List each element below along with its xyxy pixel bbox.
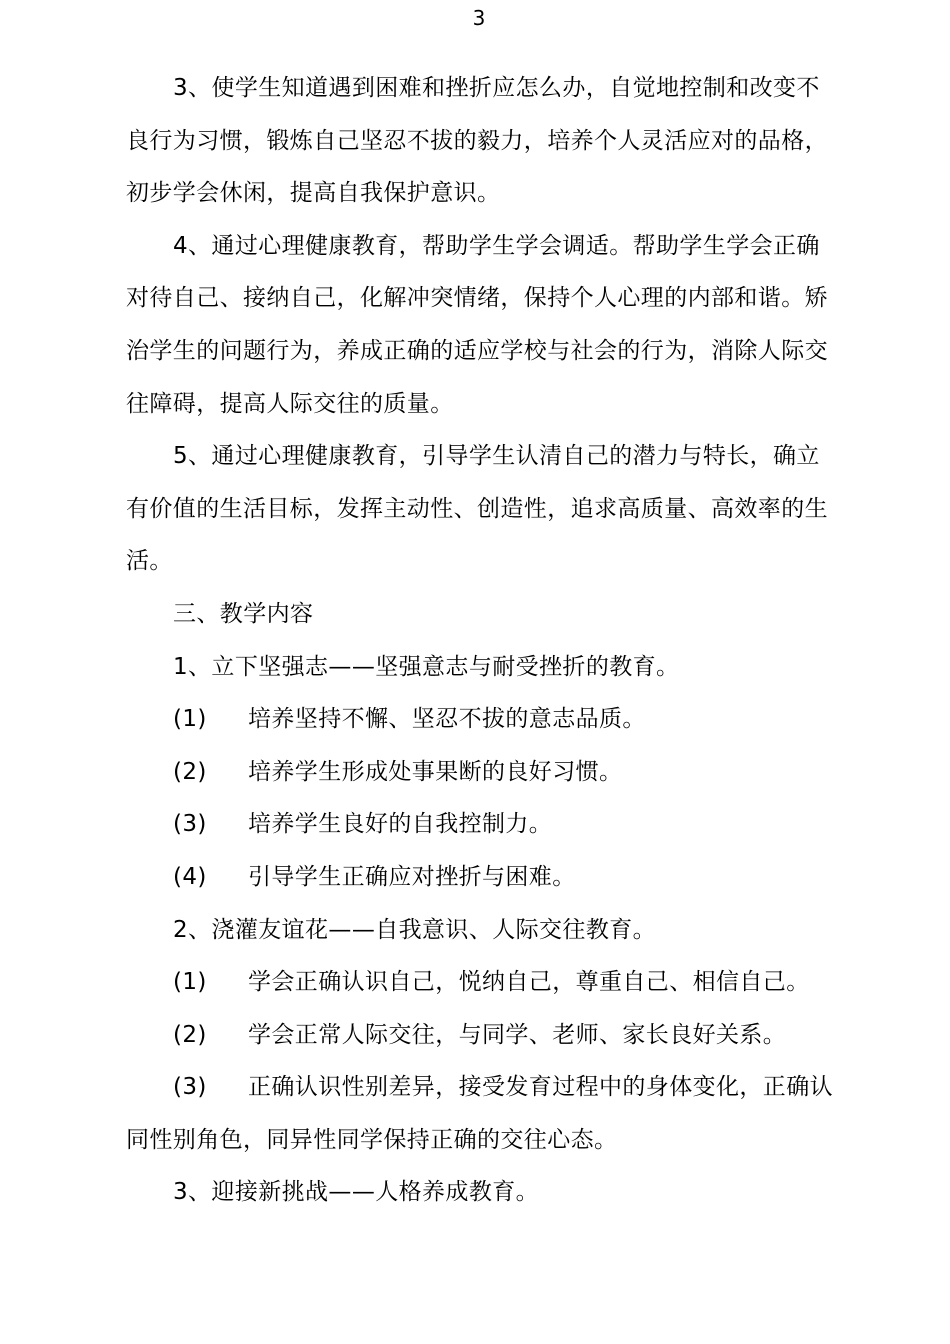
paragraph-line: 4、通过心理健康教育，帮助学生学会调适。帮助学生学会正确 — [173, 232, 820, 259]
sub-list-number: (3) — [173, 1074, 207, 1101]
list-item: 2、浇灌友谊花——自我意识、人际交往教育。 — [173, 916, 657, 943]
sub-list-item — [126, 693, 842, 746]
page-number: 3 — [472, 6, 486, 30]
sub-list-text: 学会正常人际交往，与同学、老师、家长良好关系。 — [248, 1021, 787, 1048]
sub-list-text: 学会正确认识自己，悦纳自己，尊重自己、相信自己。 — [248, 969, 810, 996]
paragraph-line: 初步学会休闲，提高自我保护意识。 — [126, 180, 501, 207]
paragraph-line: 有价值的生活目标，发挥主动性、创造性，追求高质量、高效率的生 — [126, 495, 828, 522]
paragraph-line: 治学生的问题行为，养成正确的适应学校与社会的行为，消除人际交 — [126, 337, 828, 364]
sub-list-number: (4) — [173, 863, 207, 890]
paragraph-line: 5、通过心理健康教育，引导学生认清自己的潜力与特长，确立 — [173, 443, 820, 470]
sub-list-item — [126, 1061, 842, 1114]
section-heading: 三、教学内容 — [173, 600, 314, 627]
paragraph-line: 往障碍，提高人际交往的质量。 — [126, 390, 454, 417]
sub-list-item — [126, 851, 842, 904]
sub-list-number: (2) — [173, 758, 207, 785]
sub-list-item — [126, 746, 842, 799]
paragraph-line: 3、使学生知道遇到困难和挫折应怎么办，自觉地控制和改变不 — [173, 75, 820, 101]
sub-list-text: 培养坚持不懈、坚忍不拔的意志品质。 — [248, 706, 646, 733]
list-item: 1、立下坚强志——坚强意志与耐受挫折的教育。 — [173, 653, 680, 680]
sub-list-text: 正确认识性别差异，接受发育过程中的身体变化，正确认 — [248, 1074, 833, 1101]
paragraph-line: 活。 — [126, 548, 173, 575]
paragraph-line: 同性别角色，同异性同学保持正确的交往心态。 — [126, 1126, 618, 1153]
paragraph-line: 良行为习惯，锻炼自己坚忍不拔的毅力，培养个人灵活应对的品格， — [126, 127, 828, 154]
sub-list-number: (1) — [173, 969, 207, 996]
sub-list-text: 培养学生良好的自我控制力。 — [248, 811, 553, 838]
sub-list-item — [126, 956, 842, 1009]
document-body — [126, 62, 842, 1219]
sub-list-text: 培养学生形成处事果断的良好习惯。 — [248, 758, 623, 785]
sub-list-text: 引导学生正确应对挫折与困难。 — [248, 863, 576, 890]
sub-list-number: (3) — [173, 811, 207, 838]
sub-list-item — [126, 798, 842, 851]
sub-list-number: (1) — [173, 706, 207, 733]
sub-list-item — [126, 1009, 842, 1062]
list-item: 3、迎接新挑战——人格养成教育。 — [173, 1179, 540, 1206]
paragraph-line: 对待自己、接纳自己，化解冲突情绪，保持个人心理的内部和谐。矫 — [126, 285, 828, 312]
sub-list-number: (2) — [173, 1021, 207, 1048]
